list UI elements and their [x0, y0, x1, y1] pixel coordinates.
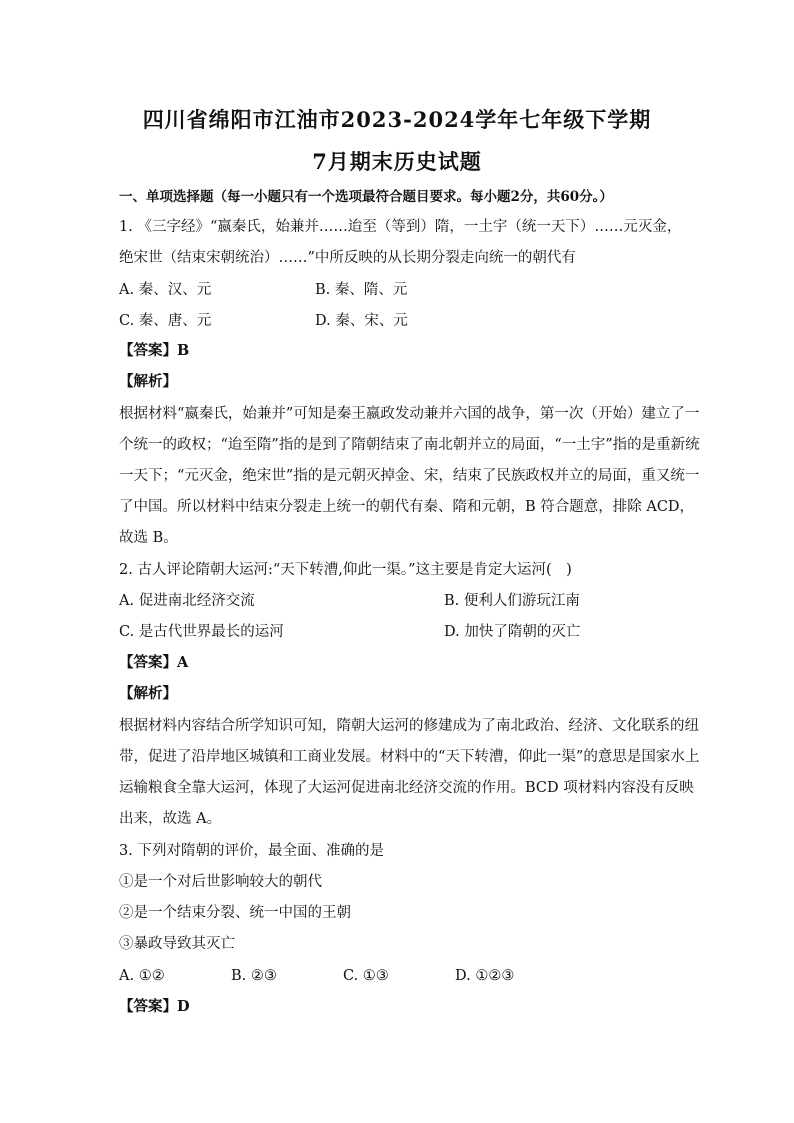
q1-analysis-label: 【解析】 [119, 373, 177, 390]
document-title-line1: 四川省绵阳市江油市2023-2024学年七年级下学期 [142, 107, 652, 132]
q2-analysis-line4: 出来，故选 A。 [119, 811, 222, 827]
q3-option-a: A. ①② [119, 968, 165, 984]
q3-option-d: D. ①②③ [455, 968, 515, 984]
q3-option-c: C. ①③ [343, 968, 389, 984]
q1-option-d: D. 秦、宋、元 [315, 313, 408, 329]
q3-statement-1: ①是一个对后世影响较大的朝代 [119, 874, 322, 890]
q1-analysis-line5: 故选 B。 [119, 530, 178, 546]
q3-answer: 【答案】D [119, 998, 190, 1015]
q1-stem-line2: 绝宋世（结束宋朝统治）……”中所反映的从长期分裂走向统一的朝代有 [119, 250, 576, 266]
q1-option-b: B. 秦、隋、元 [315, 282, 408, 298]
q1-analysis-line1: 根据材料“嬴秦氏，始兼并”可知是秦王嬴政发动兼并六国的战争，第一次（开始）建立了一 [119, 406, 700, 422]
q2-option-c: C. 是古代世界最长的运河 [119, 624, 284, 640]
q2-analysis-line2: 带，促进了沿岸地区城镇和工商业发展。材料中的“天下转漕，仰此一渠”的意思是国家水上 [119, 749, 700, 765]
q2-option-b: B. 便利人们游玩江南 [444, 593, 580, 609]
q1-answer: 【答案】B [119, 342, 190, 359]
section-heading: 一、单项选择题（每一小题只有一个选项最符合题目要求。每小题2分，共60分。） [119, 189, 613, 205]
q1-option-c: C. 秦、唐、元 [119, 313, 212, 329]
q2-option-a: A. 促进南北经济交流 [119, 593, 255, 609]
q2-answer: 【答案】A [119, 654, 189, 671]
q2-analysis-line3: 运输粮食全靠大运河，体现了大运河促进南北经济交流的作用。BCD 项材料内容没有反映 [119, 780, 694, 796]
q2-analysis-line1: 根据材料内容结合所学知识可知，隋朝大运河的修建成为了南北政治、经济、文化联系的纽 [119, 718, 699, 734]
q2-option-d: D. 加快了隋朝的灭亡 [444, 624, 581, 640]
q2-analysis-label: 【解析】 [119, 685, 177, 702]
q1-option-a: A. 秦、汉、元 [119, 282, 212, 298]
q1-stem-line1: 1. 《三字经》“嬴秦氏，始兼并……迨至（等到）隋，一土宇（统一天下）……元灭金， [119, 219, 682, 235]
q3-statement-3: ③暴政导致其灭亡 [119, 936, 235, 952]
q1-analysis-line3: 一天下；“元灭金，绝宋世”指的是元朝灭掉金、宋，结束了民族政权并立的局面，重又统一 [119, 468, 700, 484]
q3-statement-2: ②是一个结束分裂、统一中国的王朝 [119, 905, 351, 921]
q3-option-b: B. ②③ [231, 968, 277, 984]
document-title-line2: 7月期末历史试题 [312, 149, 482, 174]
q3-stem-line1: 3. 下列对隋朝的评价，最全面、准确的是 [119, 843, 384, 859]
q1-analysis-line2: 个统一的政权；“迨至隋”指的是到了隋朝结束了南北朝并立的局面，“一土宇”指的是重新统 [119, 437, 700, 453]
q1-analysis-line4: 了中国。所以材料中结束分裂走上统一的朝代有秦、隋和元朝，B 符合题意，排除 ACD， [119, 499, 695, 515]
q2-stem-line1: 2. 古人评论隋朝大运河:“天下转漕,仰此一渠。”这主要是肯定大运河( ) [119, 562, 572, 578]
